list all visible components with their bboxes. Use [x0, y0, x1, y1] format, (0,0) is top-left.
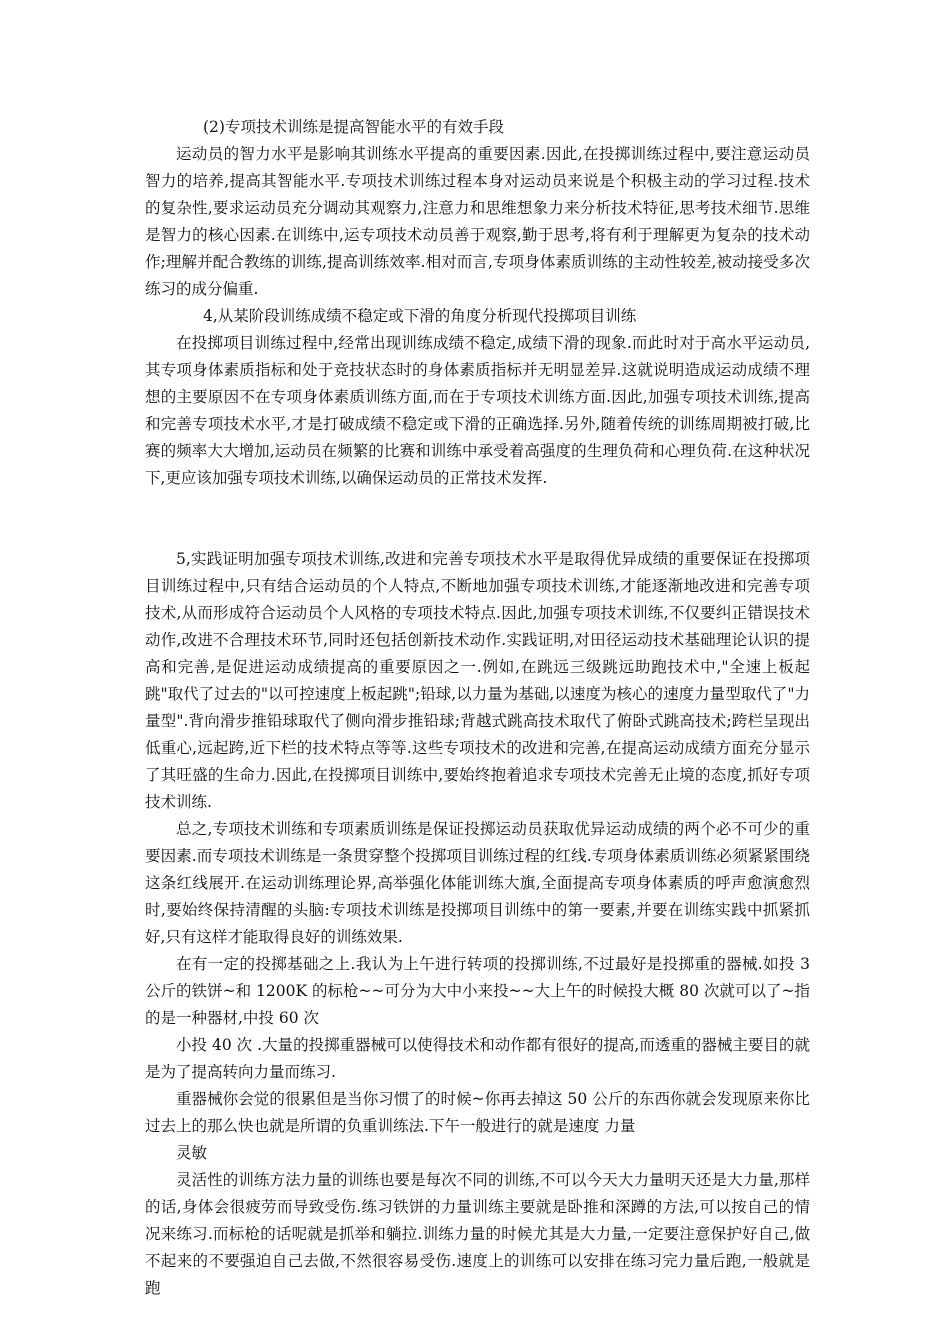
paragraph-heavy-equipment: 重器械你会觉的很累但是当你习惯了的时候~你再去掉这 50 公斤的东西你就会发现原来你比过去上的那么快也就是所谓的负重训练法.下午一般进行的就是速度 力量 — [145, 1090, 810, 1135]
paragraph-practice-proof: 5,实践证明加强专项技术训练,改进和完善专项技术水平是取得优异成绩的重要保证在投掷项目训练过程中,只有结合运动员的个人特点,不断地加强专项技术训练,才能逐渐地改进和完善专项技术,从而形成符合运动员个人风格的专项技术特点.因此,加强专项技术训练,不仅要纠正错误技术动作,改进不合理技术环节,同时还包括创新技术动作.实践证明,对田径运动技术基础理论认识的提高和完善,是促进运动成绩提高的重要原因之一.例如,在跳远三级跳远助跑技术中,"全速上板起跳"取代了过去的"以可控速度上板起跳";铅球,以力量为基础,以速度为核心的速度力量型取代了"力量型".背向滑步推铅球取代了侧向滑步推铅球;背越式跳高技术取代了俯卧式跳高技术;跨栏呈现出低重心,远起跨,近下栏的技术特点等等.这些专项技术的改进和完善,在提高运动成绩方面充分显示了其旺盛的生命力.因此,在投掷项目训练中,要始终抱着追求专项技术完善无止境的态度,抓好专项技术训练. — [145, 550, 810, 811]
paragraph-intellect: 运动员的智力水平是影响其训练水平提高的重要因素.因此,在投掷训练过程中,要注意运动员智力的培养,提高其智能水平.专项技术训练过程本身对运动员来说是个积极主动的学习过程.技术的复杂性,要求运动员充分调动其观察力,注意力和思维想象力来分析技术特征,思考技术细节.思维是智力的核心因素.在训练中,运专项技术动员善于观察,勤于思考,将有利于理解更为复杂的技术动作;理解并配合教练的训练,提高训练效率.相对而言,专项身体素质训练的主动性较差,被动接受多次练习的成分偏重. — [145, 145, 810, 298]
paragraph-morning-training: 在有一定的投掷基础之上.我认为上午进行转项的投掷训练,不过最好是投掷重的器械.如投 3 公斤的铁饼~和 1200K 的标枪~~可分为大中小来投~~大上午的时候投大概 80 次就可以了~指的是一种器材,中投 60 次 — [145, 955, 810, 1027]
paragraph-strength-training: 灵活性的训练方法力量的训练也要是每次不同的训练,不可以今天大力量明天还是大力量,那样的话,身体会很疲劳而导致受伤.练习铁饼的力量训练主要就是卧推和深蹲的方法,可以按自己的情况来练习.而标枪的话呢就是抓举和躺拉.训练力量的时候尤其是大力量,一定要注意保护好自己,做不起来的不要强迫自己去做,不然很容易受伤.速度上的训练可以安排在练习完力量后跑,一般就是跑 — [145, 1171, 810, 1297]
document-body — [145, 114, 810, 1302]
paragraph-agility: 灵敏 — [176, 1144, 208, 1162]
paragraph-summary: 总之,专项技术训练和专项素质训练是保证投掷运动员获取优异运动成绩的两个必不可少的重要因素.而专项技术训练是一条贯穿整个投掷项目训练过程的红线.专项身体素质训练必须紧紧围绕这条红线展开.在运动训练理论界,高举强化体能训练大旗,全面提高专项身体素质的呼声愈演愈烈时,要始终保持清醒的头脑:专项技术训练是投掷项目训练中的第一要素,并要在训练实践中抓紧抓好,只有这样才能取得良好的训练效果. — [145, 820, 810, 946]
section-heading-4: 4,从某阶段训练成绩不稳定或下滑的角度分析现代投掷项目训练 — [203, 307, 637, 325]
paragraph-small-throw: 小投 40 次 .大量的投掷重器械可以使得技术和动作都有很好的提高,而透重的器械主要目的就是为了提高转向力量而练习. — [145, 1036, 810, 1081]
section-heading-2: (2)专项技术训练是提高智能水平的有效手段 — [203, 118, 504, 136]
paragraph-unstable-results: 在投掷项目训练过程中,经常出现训练成绩不稳定,成绩下滑的现象.而此时对于高水平运动员,其专项身体素质指标和处于竞技状态时的身体素质指标并无明显差异.这就说明造成运动成绩不理想的主要原因不在专项身体素质训练方面,而在于专项技术训练方面.因此,加强专项技术训练,提高和完善专项技术水平,才是打破成绩不稳定或下滑的正确选择.另外,随着传统的训练周期被打破,比赛的频率大大增加,运动员在频繁的比赛和训练中承受着高强度的生理负荷和心理负荷.在这种状况下,更应该加强专项技术训练,以确保运动员的正常技术发挥. — [145, 334, 810, 487]
